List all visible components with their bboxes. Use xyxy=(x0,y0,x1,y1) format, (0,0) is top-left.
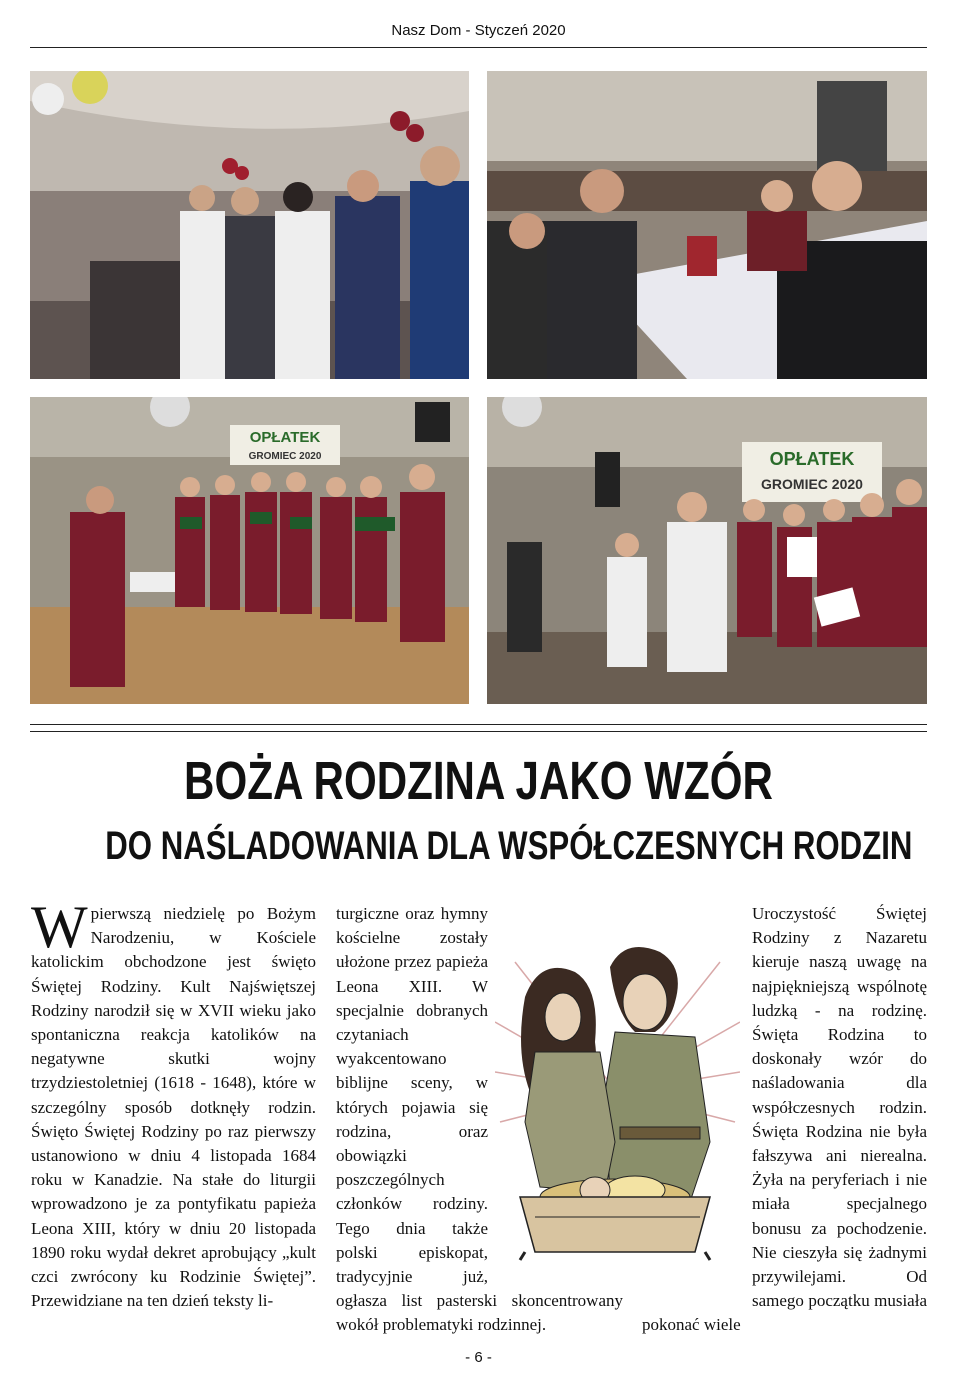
drop-cap: W xyxy=(31,894,88,960)
section-rule-bottom xyxy=(30,731,927,732)
article-column-1 xyxy=(31,894,316,1313)
banner-text-2b: GROMIEC 2020 xyxy=(761,476,863,492)
header-rule xyxy=(30,47,927,48)
photo-highlander-speaker xyxy=(487,397,927,704)
photo-guests-singing xyxy=(30,71,469,379)
column-3-text: Uroczystość Świętej Rodziny z Nazaretu kieruje naszą uwagę na najpiękniejszą wspólnotę ludzką - na rodzinę. Święta Rodzina to doskonały wzór do naśladowania dla współczesnych rodzin. Święta Rodzina nie była fałszywa ani nierealna. Żyła na peryferiach i nie miała specjalnego bonusu za pochodzenie. Nie cieszyła się żadnymi przywilejami. Od samego początku musiała pokonać wiele xyxy=(642,904,927,1335)
photo-choir-conductor xyxy=(30,397,469,704)
page-header: Nasz Dom - Styczeń 2020 xyxy=(391,22,566,39)
banner-text-1: OPŁATEK xyxy=(249,429,321,446)
section-rule-top xyxy=(30,724,927,725)
holy-family-illustration xyxy=(495,942,740,1262)
column-1-text: pierwszą niedzielę po Bożym Narodzeniu, w Kościele katolickim obchodzone jest święto Świętej Rodziny. Kult Najświętszej Rodziny narodził się w XVII wieku jako spontaniczna reakcja katolików na negatywne skutki wojny trzydziestoletniej (1618 - 1648), które w szczególny sposób dotknęły rodzin. Święto Świętej Rodziny po raz pierwszy ustanowiono w dniu 4 listopada 1684 roku w Kanadzie. Na stałe do liturgii wprowadzono je za pontyfikatu papieża Leona XIII, który w dniu 20 listopada 1890 roku wydał dekret aprobujący „kult czci zwrócony ku Rodzinie Świętej”. Przewidziane na ten dzień teksty li- xyxy=(31,904,316,1311)
article-title: BOŻA RODZINA JAKO WZÓR xyxy=(184,751,773,811)
page-number: - 6 - xyxy=(465,1349,492,1366)
column-2-text: turgiczne oraz hymny kościelne zostały ułożone przez papieża Leona XIII. W specjalnie dobranych czytaniach wyakcentowano biblijne sceny, w których pojawia się rodzina, oraz obowiązki poszczególnych członków rodziny. Tego dnia także polski episkopat, tradycyjnie już, ogłasza list pasterski skoncentrowany wokół problematyki rodzinnej. xyxy=(336,904,623,1335)
banner-text-1b: OPŁATEK xyxy=(769,449,855,469)
photo-guests-at-table xyxy=(487,71,927,379)
article-subtitle: DO NAŚLADOWANIA DLA WSPÓŁCZESNYCH RODZIN xyxy=(105,824,913,868)
banner-text-2: GROMIEC 2020 xyxy=(248,451,322,462)
